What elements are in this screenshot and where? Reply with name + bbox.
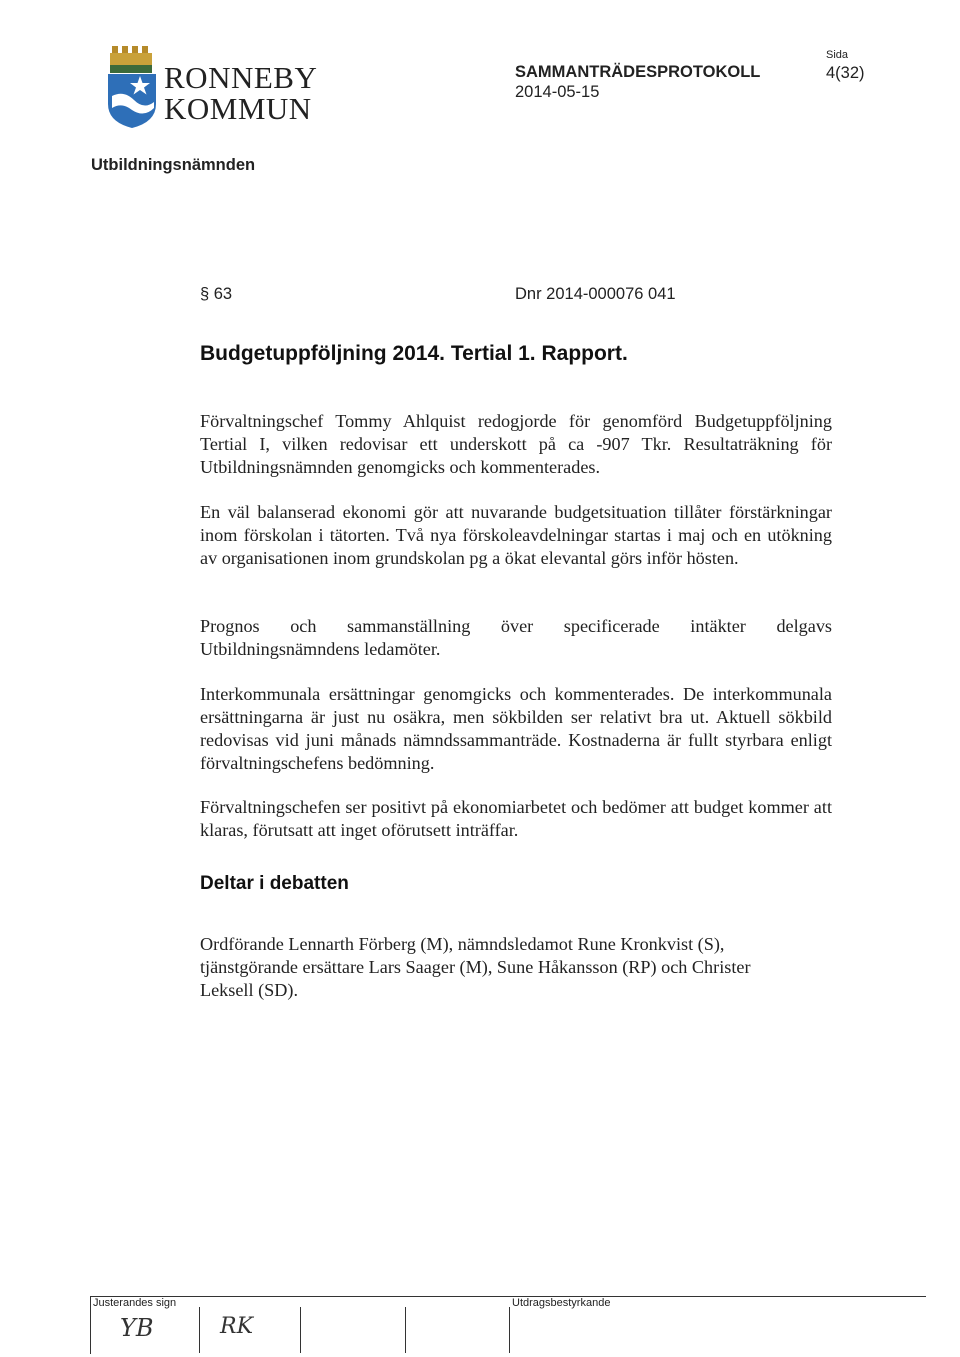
body-paragraph-4: Interkommunala ersättningar genomgicks och kommenterades. De interkommunala ersättningarna är just nu osäkra, men sökbilden ser relativt bra ut. Aktuell sökbild redovisas vid juni månads nämndssammanträde. Kostnaderna är fullt styrbara enligt förvaltningschefens bedömning. [200, 684, 832, 773]
section-heading: Budgetuppföljning 2014. Tertial 1. Rapport. [200, 342, 628, 365]
paragraph-number: § 63 [200, 285, 233, 303]
department-name: Utbildningsnämnden [91, 156, 256, 174]
debate-heading: Deltar i debatten [200, 873, 349, 894]
sign-box-divider [509, 1307, 510, 1353]
body-paragraph-5: Förvaltningschefen ser positivt på ekonomiarbetet och bedömer att budget kommer att klaras, förutsatt att inget oförutsett inträffar. [200, 797, 832, 840]
sign-label: Justerandes sign [93, 1297, 177, 1309]
case-number: Dnr 2014-000076 041 [515, 285, 676, 303]
sign-box-divider [199, 1307, 200, 1353]
page-label: Sida [826, 49, 849, 61]
body-paragraph-3: Prognos och sammanställning över specificerade intäkter delgavs Utbildningsnämndens ledamöter. [200, 616, 832, 659]
page-number: 4(32) [826, 64, 865, 82]
footer-divider [90, 1296, 926, 1297]
initials-signature-2: RK [220, 1314, 253, 1339]
sign-box-divider [300, 1307, 301, 1353]
footer-left-border [90, 1296, 91, 1354]
body-paragraph-2: En väl balanserad ekonomi gör att nuvarande budgetsituation tillåter förstärkningar inom förskolan i tätorten. Två nya förskoleavdelningar startas i maj och en utökning av organisationen inom grundskolan pg a ökat elevantal görs inför hösten. [200, 502, 832, 568]
sign-box-divider [405, 1307, 406, 1353]
logo-text-line1: RONNEBY [164, 60, 318, 95]
municipality-logo [104, 44, 334, 134]
document-title: SAMMANTRÄDESPROTOKOLL [515, 63, 761, 81]
extract-label: Utdragsbestyrkande [512, 1297, 611, 1309]
body-paragraph-1: Förvaltningschef Tommy Ahlquist redogjorde för genomförd Budgetuppföljning Tertial I, vilken redovisar ett underskott på ca -907 Tkr. Resultaträkning för Utbildningsnämnden genomgicks och kommenterades. [200, 411, 832, 477]
logo-text-line2: KOMMUN [164, 91, 312, 126]
initials-signature-1: YB [120, 1314, 154, 1342]
meeting-date: 2014-05-15 [515, 83, 600, 101]
coat-of-arms-icon [104, 46, 160, 128]
debate-participants: Ordförande Lennarth Förberg (M), nämndsledamot Rune Kronkvist (S), tjänstgörande ersättare Lars Saager (M), Sune Håkansson (RP) och Christer Leksell (SD). [200, 934, 751, 1000]
